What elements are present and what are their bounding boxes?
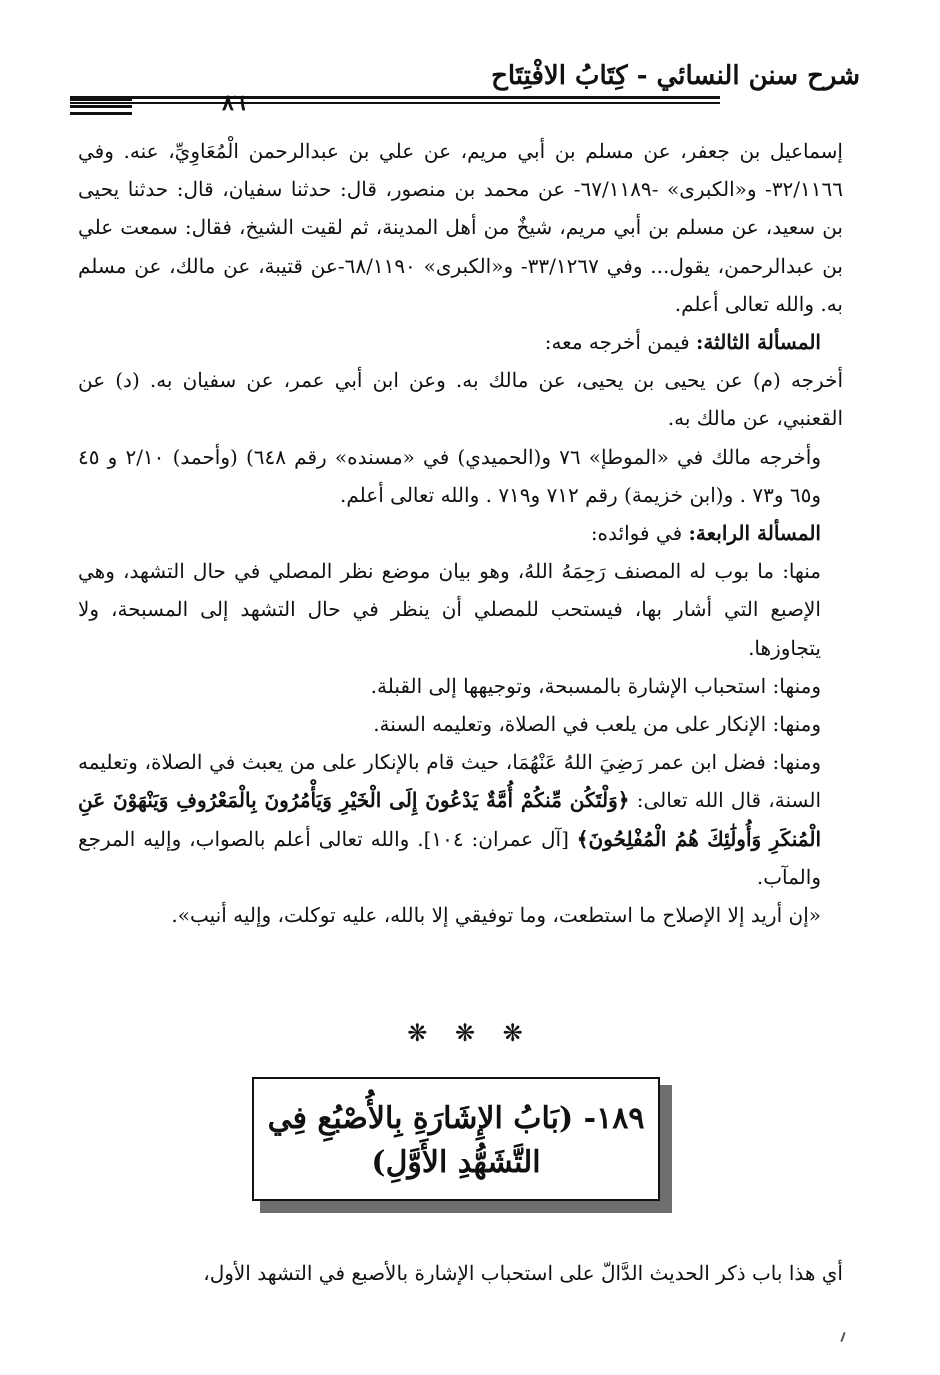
- paragraph: ومنها: الإنكار على من يلعب في الصلاة، وتعليمه السنة.: [373, 712, 821, 737]
- section-label: المسألة الثالثة:: [696, 330, 821, 355]
- paragraph: وأخرجه مالك في «الموطإ» ٧٦ و(الحميدي) في «مسنده» رقم ٦٤٨) (وأحمد) ٢/١٠ و ٤٥ و٦٥ و٧٣ . و(ابن خزيمة) رقم ٧١٢ و٧١٩ . والله تعالى أعلم.: [78, 444, 821, 507]
- paragraph: إسماعيل بن جعفر، عن مسلم بن أبي مريم، عن علي بن عبدالرحمن الْمُعَاوِيِّ، عنه. وفي ٣٢/١١٦٦- و«الكبرى» -٦٧/١١٨٩- عن محمد بن منصور، قال: حدثنا سفيان، قال: حدثنا يحيى بن سعيد، عن مسلم بن أبي مريم، شيخٌ من أهل المدينة، ثم لقيت الشيخ، فقال: سمعت علي بن عبدالرحمن، يقول... وفي ٣٣/١٢٦٧- و«الكبرى» ٦٨/١١٩٠-عن قتيبة، عن مالك، عن مسلم به. والله تعالى أعلم.: [78, 139, 844, 316]
- body-text: [78, 132, 843, 934]
- chapter-intro-text: أي هذا باب ذكر الحديث الدَّالّ على استحباب الإشارة بالأصبع في التشهد الأول،: [203, 1261, 843, 1285]
- quran-verse: ﴿وَلْتَكُن مِّنكُمْ أُمَّةٌ يَدْعُونَ إِلَى الْخَيْرِ وَيَأْمُرُونَ بِالْمَعْرُوفِ وَيَنْهَوْنَ عَنِ الْمُنكَرِ وَأُولَٰئِكَ هُمُ الْمُفْلِحُونَ﴾: [78, 788, 822, 851]
- header-rule: [70, 96, 720, 99]
- section-label-text: في فوائده:: [590, 521, 689, 546]
- chapter-heading-box: [252, 1077, 660, 1201]
- paragraph: منها: ما بوب له المصنف رَحِمَهُ اللهُ، وهو بيان موضع نظر المصلي في حال التشهد، وهي الإصبع التي أشار بها، فيستحب للمصلي أن ينظر في حال التشهد إلى المسبحة، ولا يتجاوزها.: [78, 559, 821, 660]
- chapter-title: ١٨٩- (بَابُ الإِشَارَةِ بِالأُصْبُعِ فِي التَّشَهُّدِ الأَوَّلِ): [267, 1101, 645, 1180]
- section-label: المسألة الرابعة:: [688, 521, 821, 546]
- paragraph: ومنها: استحباب الإشارة بالمسبحة، وتوجيهها إلى القبلة.: [370, 673, 821, 698]
- page-header: [70, 52, 860, 116]
- section-separator: ❋ ❋ ❋: [407, 1019, 533, 1047]
- section-heading-paragraph: [78, 323, 843, 361]
- scan-mark: [840, 1332, 845, 1342]
- closing-quote: «إن أريد إلا الإصلاح ما استطعت، وما توفيقي إلا بالله، عليه توكلت، وإليه أنيب».: [171, 903, 821, 928]
- verse-reference: [آل عمران: ١٠٤]. والله تعالى أعلم بالصواب، وإليه المرجع والمآب.: [78, 826, 821, 889]
- header-rule-secondary: [70, 102, 720, 104]
- page-number-ornament: [70, 98, 132, 119]
- section-label-text: فيمن أخرجه معه:: [544, 330, 697, 355]
- paragraph: أخرجه (م) عن يحيى بن يحيى، عن مالك به. وعن ابن أبي عمر، عن سفيان به. (د) عن القعنبي، عن مالك به.: [78, 368, 843, 431]
- paragraph-with-verse: [78, 743, 843, 896]
- section-heading-paragraph: [78, 514, 843, 552]
- page-number: ٨٦: [222, 90, 246, 116]
- paragraph-text: ومنها: فضل ابن عمر رَضِيَ اللهُ عَنْهُمَا، حيث قام بالإنكار على من يعبث في الصلاة، وتعليمه السنة، قال الله تعالى:: [78, 750, 821, 813]
- running-title: شرح سنن النسائي - كِتَابُ الافْتِتَاح: [491, 61, 860, 91]
